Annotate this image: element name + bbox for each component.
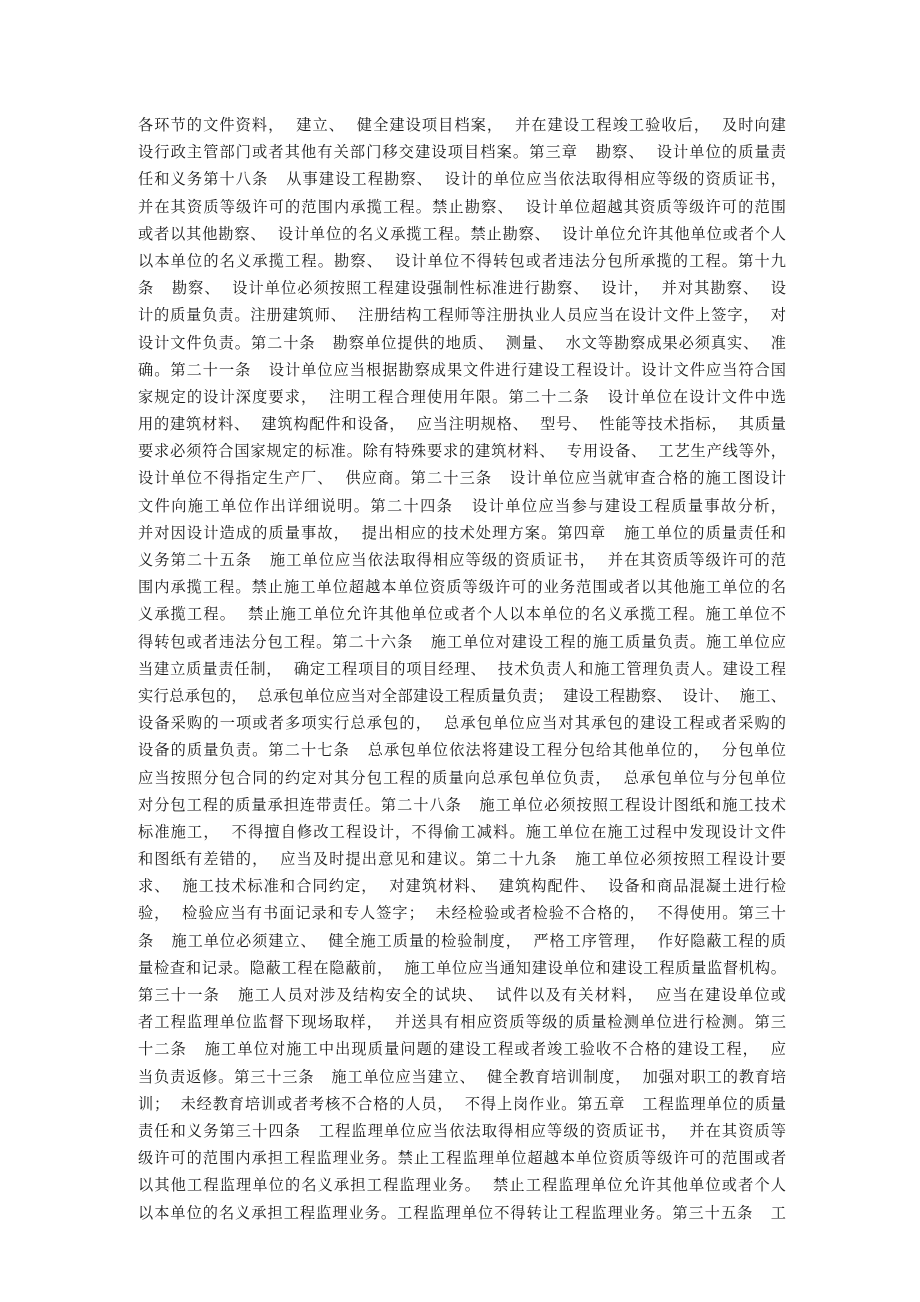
body-text-line: 义承揽工程。 禁止施工单位允许其他单位或者个人以本单位的名义承揽工程。施工单位不 <box>138 605 786 624</box>
body-text-line: 训； 未经教育培训或者考核不合格的人员， 不得上岗作业。第五章 工程监理单位的质量 <box>138 1094 786 1113</box>
body-text-line: 以其他工程监理单位的名义承担工程监理业务。 禁止工程监理单位允许其他单位或者个人 <box>138 1176 786 1195</box>
body-text-line: 十二条 施工单位对施工中出现质量问题的建设工程或者竣工验收不合格的建设工程， 应 <box>138 1040 786 1059</box>
body-text-line: 级许可的范围内承担工程监理业务。禁止工程监理单位超越本单位资质等级许可的范围或者 <box>138 1149 786 1168</box>
document-page <box>138 112 786 1227</box>
body-text-line: 或者以其他勘察、 设计单位的名义承揽工程。禁止勘察、 设计单位允许其他单位或者个人 <box>138 224 786 243</box>
body-text-line: 用的建筑材料、 建筑构配件和设备， 应当注明规格、 型号、 性能等技术指标， 其质量 <box>138 415 786 434</box>
body-text-line: 义务第二十五条 施工单位应当依法取得相应等级的资质证书， 并在其资质等级许可的范 <box>138 551 786 569</box>
body-text-line: 计的质量负责。注册建筑师、 注册结构工程师等注册执业人员应当在设计文件上签字， 对 <box>138 306 786 325</box>
body-text-line: 设备采购的一项或者多项实行总承包的， 总承包单位应当对其承包的建设工程或者采购的 <box>138 714 786 733</box>
body-text-line: 任和义务第十八条 从事建设工程勘察、 设计的单位应当依法取得相应等级的资质证书， <box>138 170 786 189</box>
body-text-line: 和图纸有差错的， 应当及时提出意见和建议。第二十九条 施工单位必须按照工程设计要 <box>138 850 786 869</box>
body-text-line: 设计单位不得指定生产厂、 供应商。第二十三条 设计单位应当就审查合格的施工图设计 <box>138 469 786 488</box>
body-text-line: 第三十一条 施工人员对涉及结构安全的试块、 试件以及有关材料， 应当在建设单位或 <box>138 986 786 1004</box>
body-text-line: 要求必须符合国家规定的标准。除有特殊要求的建筑材料、 专用设备、 工艺生产线等外， <box>138 442 786 461</box>
body-text-line: 求、 施工技术标准和合同约定， 对建筑材料、 建筑构配件、 设备和商品混凝土进行检 <box>138 877 786 896</box>
body-text-line: 当负责返修。第三十三条 施工单位应当建立、 健全教育培训制度， 加强对职工的教育培 <box>138 1067 786 1086</box>
body-text-line: 设行政主管部门或者其他有关部门移交建设项目档案。第三章 勘察、 设计单位的质量责 <box>138 143 786 162</box>
body-text-line: 并对因设计造成的质量事故， 提出相应的技术处理方案。第四章 施工单位的质量责任和 <box>138 523 786 542</box>
body-text-line: 确。第二十一条 设计单位应当根据勘察成果文件进行建设工程设计。设计文件应当符合国 <box>138 360 786 379</box>
body-text-line: 条 勘察、 设计单位必须按照工程建设强制性标准进行勘察、 设计， 并对其勘察、 设 <box>138 279 786 298</box>
body-text-line: 当建立质量责任制， 确定工程项目的项目经理、 技术负责人和施工管理负责人。建设工程 <box>138 659 786 678</box>
body-text-line: 家规定的设计深度要求， 注明工程合理使用年限。第二十二条 设计单位在设计文件中选 <box>138 387 786 406</box>
body-text-line: 各环节的文件资料， 建立、 健全建设项目档案， 并在建设工程竣工验收后， 及时向建 <box>138 116 786 134</box>
body-text-line: 设备的质量负责。第二十七条 总承包单位依法将建设工程分包给其他单位的， 分包单位 <box>138 741 786 760</box>
body-text-line: 文件向施工单位作出详细说明。第二十四条 设计单位应当参与建设工程质量事故分析， <box>138 496 786 515</box>
body-text-line: 量检查和记录。隐蔽工程在隐蔽前， 施工单位应当通知建设单位和建设工程质量监督机构。 <box>138 958 786 977</box>
body-text-line: 应当按照分包合同的约定对其分包工程的质量向总承包单位负责， 总承包单位与分包单位 <box>138 768 786 787</box>
body-text-line: 得转包或者违法分包工程。第二十六条 施工单位对建设工程的施工质量负责。施工单位应 <box>138 632 786 651</box>
body-text-line: 实行总承包的， 总承包单位应当对全部建设工程质量负责； 建设工程勘察、 设计、 施工、 <box>138 686 786 705</box>
body-text-line: 围内承揽工程。禁止施工单位超越本单位资质等级许可的业务范围或者以其他施工单位的名 <box>138 578 786 597</box>
body-text-line: 验， 检验应当有书面记录和专人签字； 未经检验或者检验不合格的， 不得使用。第三十 <box>138 904 786 923</box>
body-text-line: 并在其资质等级许可的范围内承揽工程。禁止勘察、 设计单位超越其资质等级许可的范围 <box>138 197 786 216</box>
body-text-line: 条 施工单位必须建立、 健全施工质量的检验制度， 严格工序管理， 作好隐蔽工程的质 <box>138 931 786 950</box>
body-text-line: 以本单位的名义承担工程监理业务。工程监理单位不得转让工程监理业务。第三十五条 工 <box>138 1203 786 1222</box>
body-text-line: 设计文件负责。第二十条 勘察单位提供的地质、 测量、 水文等勘察成果必须真实、 准 <box>138 333 786 352</box>
body-text-line: 标准施工， 不得擅自修改工程设计，不得偷工减料。施工单位在施工过程中发现设计文件 <box>138 822 786 841</box>
body-text-line: 责任和义务第三十四条 工程监理单位应当依法取得相应等级的资质证书， 并在其资质等 <box>138 1121 786 1140</box>
body-text-line: 者工程监理单位监督下现场取样， 并送具有相应资质等级的质量检测单位进行检测。第三 <box>138 1013 786 1032</box>
body-text-line: 对分包工程的质量承担连带责任。第二十八条 施工单位必须按照工程设计图纸和施工技术 <box>138 795 786 814</box>
body-text-line: 以本单位的名义承揽工程。勘察、 设计单位不得转包或者违法分包所承揽的工程。第十九 <box>138 251 786 270</box>
